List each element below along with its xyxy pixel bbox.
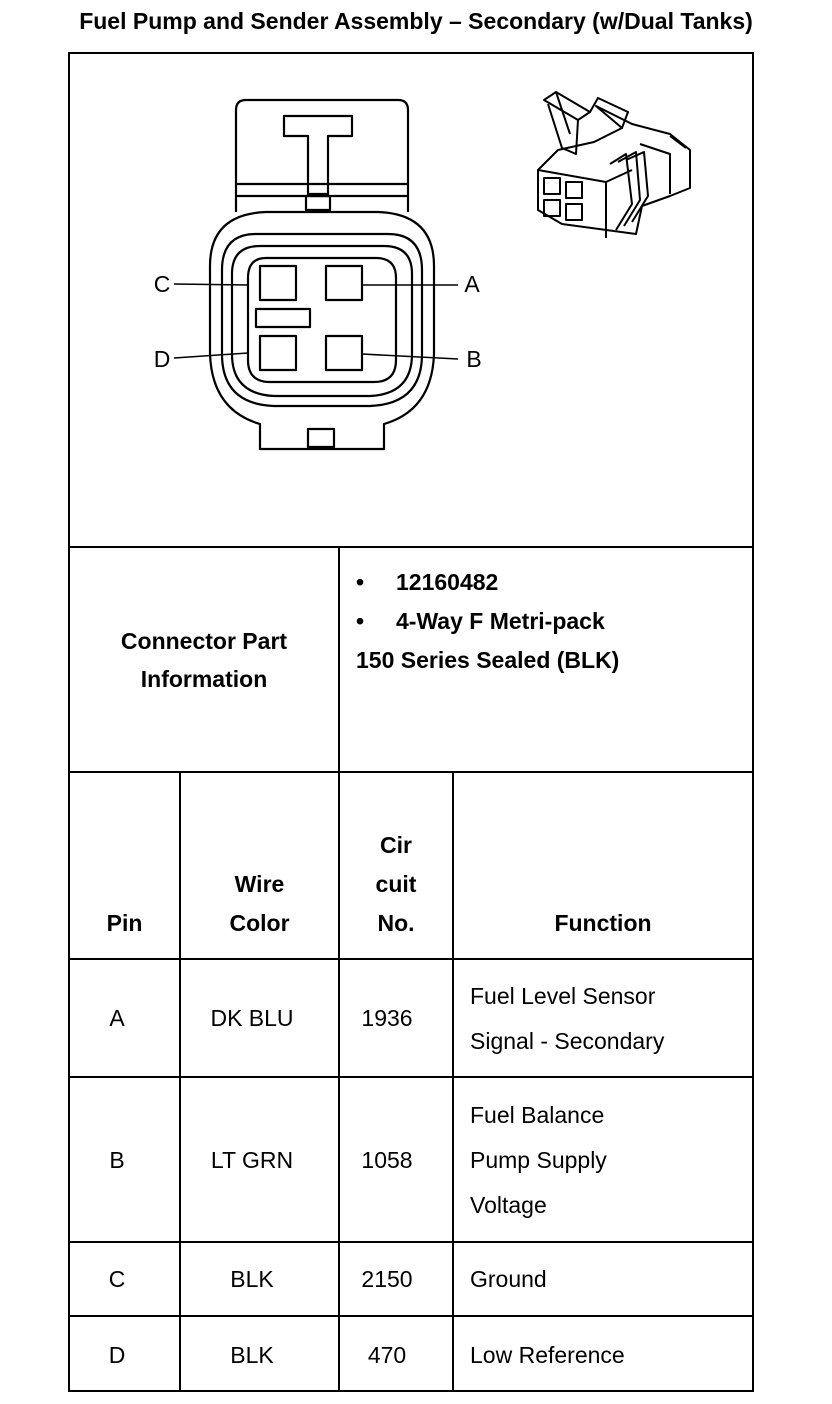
header-pin: Pin [106, 910, 143, 936]
table-cell-function: Ground [470, 1266, 547, 1292]
table-cell-wire-color: DK BLU [210, 1005, 294, 1031]
connector-info-label-line2: Information [140, 665, 268, 692]
divider-cpi [338, 546, 340, 772]
connector-diagram [70, 54, 752, 546]
table-cell-circuit: 1936 [361, 1005, 413, 1031]
pin-cavity-d [260, 336, 296, 370]
pin-cavity-b [326, 336, 362, 370]
connector-info-bullet: • 12160482 [356, 563, 619, 602]
table-cell-wire-color: LT GRN [210, 1147, 294, 1173]
header-wire-line2: Color [229, 910, 290, 936]
page-title: Fuel Pump and Sender Assembly – Secondary (w/Dual Tanks) [79, 8, 753, 34]
table-cell-function [470, 974, 750, 1064]
divider-header [70, 958, 752, 960]
pin-label-c: C [153, 271, 171, 297]
header-function: Function [554, 910, 652, 936]
header-circuit-line1: Cir [380, 832, 412, 858]
table-cell-function: Low Reference [470, 1342, 625, 1368]
divider-row-a [70, 1076, 752, 1078]
divider-row-c [70, 1315, 752, 1317]
connector-info-label [70, 548, 338, 771]
pin-label-b: B [466, 346, 482, 372]
header-circuit-no [340, 826, 452, 943]
pin-cavity-c [260, 266, 296, 300]
table-cell-function [470, 1093, 750, 1228]
header-circuit-line2: cuit [375, 871, 417, 897]
connector-info-label-line1: Connector Part [120, 627, 288, 654]
table-cell-wire-color: BLK [230, 1342, 274, 1368]
table-cell-wire-color: BLK [230, 1266, 274, 1292]
function-line: Fuel Level Sensor [470, 983, 656, 1009]
table-cell-circuit: 470 [367, 1342, 407, 1368]
table-cell-pin: D [108, 1342, 126, 1368]
table-cell-pin: C [108, 1266, 126, 1292]
function-line: Fuel Balance [470, 1102, 605, 1128]
connector-latch [236, 100, 408, 212]
header-wire-color [181, 865, 338, 943]
connector-series: 150 Series Sealed (BLK) [356, 647, 620, 673]
pin-cavity-a [326, 266, 362, 300]
divider-col-3 [452, 771, 454, 1390]
pin-label-a: A [464, 271, 480, 297]
header-wire-line1: Wire [234, 871, 285, 897]
function-line: Pump Supply [470, 1147, 607, 1173]
connector-info-bullet: • 4-Way F Metri-pack [356, 602, 619, 641]
table-cell-pin: B [109, 1147, 125, 1173]
part-number: 12160482 [396, 569, 499, 595]
connector-body [210, 212, 434, 449]
pin-label-d: D [153, 346, 171, 372]
table-cell-circuit: 2150 [361, 1266, 413, 1292]
table-cell-pin: A [109, 1005, 125, 1031]
connector-info-values [356, 563, 619, 680]
divider-cpi-bottom [70, 771, 752, 773]
header-circuit-line3: No. [377, 910, 415, 936]
function-line: Signal - Secondary [470, 1028, 665, 1054]
table-cell-circuit: 1058 [361, 1147, 413, 1173]
connector-3d-illustration [538, 92, 690, 238]
divider-row-b [70, 1241, 752, 1243]
function-line: Voltage [470, 1192, 547, 1218]
connector-type: 4-Way F Metri-pack [396, 608, 605, 634]
